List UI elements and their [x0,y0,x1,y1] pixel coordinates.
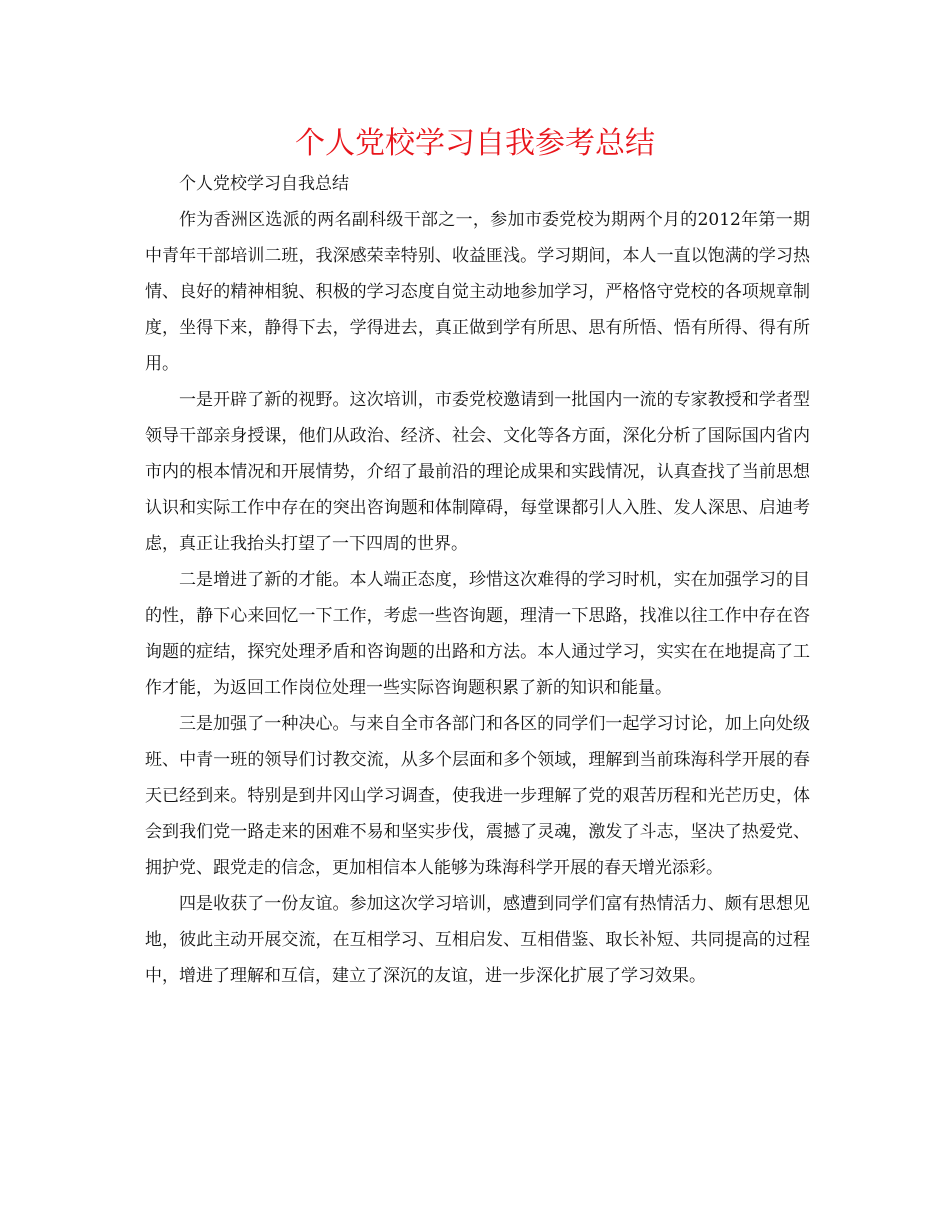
paragraph-determination: 三是加强了一种决心。与来自全市各部门和各区的同学们一起学习讨论，加上向处级班、中青一班的领导们讨教交流，从多个层面和多个领域，理解到当前珠海科学开展的春天已经到来。特别是到井冈山学习调查，使我进一步理解了党的艰苦历程和光芒历史，体会到我们党一路走来的困难不易和坚实步伐，震撼了灵魂，激发了斗志，坚决了热爱党、拥护党、跟党走的信念，更加相信本人能够为珠海科学开展的春天增光添彩。 [145,714,810,878]
intro-paragraph: 作为香洲区选派的两名副科级干部之一，参加市委党校为期两个月的2012年第一期中青年干部培训二班，我深感荣幸特别、收益匪浅。学习期间，本人一直以饱满的学习热情、良好的精神相貌、积极的学习态度自觉主动地参加学习，严格恪守党校的各项规章制度，坐得下来，静得下去，学得进去，真正做到学有所思、思有所悟、悟有所得、得有所用。 [145,210,810,374]
paragraph-new-vision: 一是开辟了新的视野。这次培训，市委党校邀请到一批国内一流的专家教授和学者型领导干部亲身授课，他们从政治、经济、社会、文化等各方面，深化分析了国际国内省内市内的根本情况和开展情势，介绍了最前沿的理论成果和实践情况，认真查找了当前思想认识和实际工作中存在的突出咨询题和体制障碍，每堂课都引人入胜、发人深思、启迪考虑，真正让我抬头打望了一下四周的世界。 [145,390,810,554]
subtitle-paragraph: 个人党校学习自我总结 [179,174,349,194]
document-body [145,166,810,994]
paragraph-friendship: 四是收获了一份友谊。参加这次学习培训，感遭到同学们富有热情活力、颇有思想见地，彼此主动开展交流，在互相学习、互相启发、互相借鉴、取长补短、共同提高的过程中，增进了理解和互信，建立了深沉的友谊，进一步深化扩展了学习效果。 [145,894,810,986]
page-title: 个人党校学习自我参考总结 [295,126,655,161]
paragraph-new-ability: 二是增进了新的才能。本人端正态度，珍惜这次难得的学习时机，实在加强学习的目的性，静下心来回忆一下工作，考虑一些咨询题，理清一下思路，找准以往工作中存在咨询题的症结，探究处理矛盾和咨询题的出路和方法。本人通过学习，实实在在地提高了工作才能，为返回工作岗位处理一些实际咨询题积累了新的知识和能量。 [145,570,810,698]
